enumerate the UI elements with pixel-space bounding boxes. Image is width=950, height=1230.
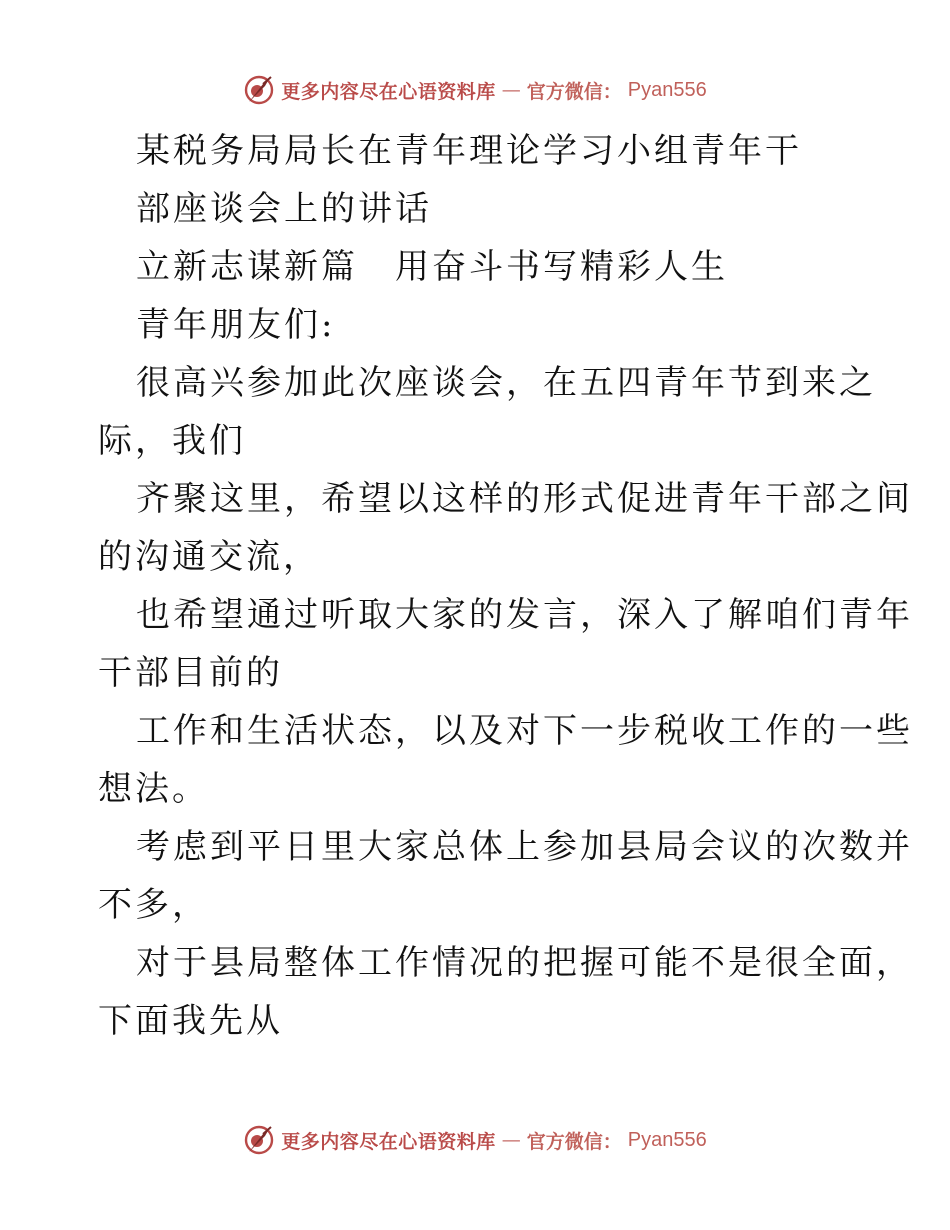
footer-banner [0, 1120, 950, 1160]
text-line: 部座谈会上的讲话 [136, 189, 432, 229]
footer-banner-label: 官方微信： [526, 1130, 622, 1153]
text-line: 下面我先从 [98, 1001, 283, 1041]
text-line: 考虑到平日里大家总体上参加县局会议的次数并 [136, 827, 913, 867]
header-banner-id: Pyan556 [627, 78, 707, 101]
text-line: 齐聚这里，希望以这样的形式促进青年干部之间 [136, 479, 913, 519]
header-banner-separator: — [501, 79, 521, 101]
text-line: 也希望通过听取大家的发言，深入了解咱们青年 [136, 595, 913, 635]
text-line: 不多， [98, 885, 209, 925]
text-line: 立新志谋新篇 用奋斗书写精彩人生 [136, 247, 728, 287]
text-line: 青年朋友们: [136, 305, 336, 345]
text-line: 际，我们 [98, 421, 246, 461]
text-line: 某税务局局长在青年理论学习小组青年干 [136, 131, 802, 171]
text-line: 干部目前的 [98, 653, 283, 693]
header-banner-text: 更多内容尽在心语资料库 [281, 80, 496, 103]
quill-logo-icon [243, 74, 275, 106]
footer-banner-text: 更多内容尽在心语资料库 [281, 1130, 496, 1153]
header-banner [0, 70, 950, 110]
text-line: 对于县局整体工作情况的把握可能不是很全面， [136, 943, 913, 983]
text-line: 想法。 [98, 769, 209, 809]
document-body [98, 122, 913, 1050]
text-line: 很高兴参加此次座谈会，在五四青年节到来之 [136, 363, 876, 403]
header-banner-label: 官方微信： [526, 80, 622, 103]
footer-banner-separator: — [501, 1129, 521, 1151]
quill-logo-icon [243, 1124, 275, 1156]
text-line: 的沟通交流， [98, 537, 320, 577]
footer-banner-id: Pyan556 [627, 1128, 707, 1151]
text-line: 工作和生活状态，以及对下一步税收工作的一些 [136, 711, 913, 751]
